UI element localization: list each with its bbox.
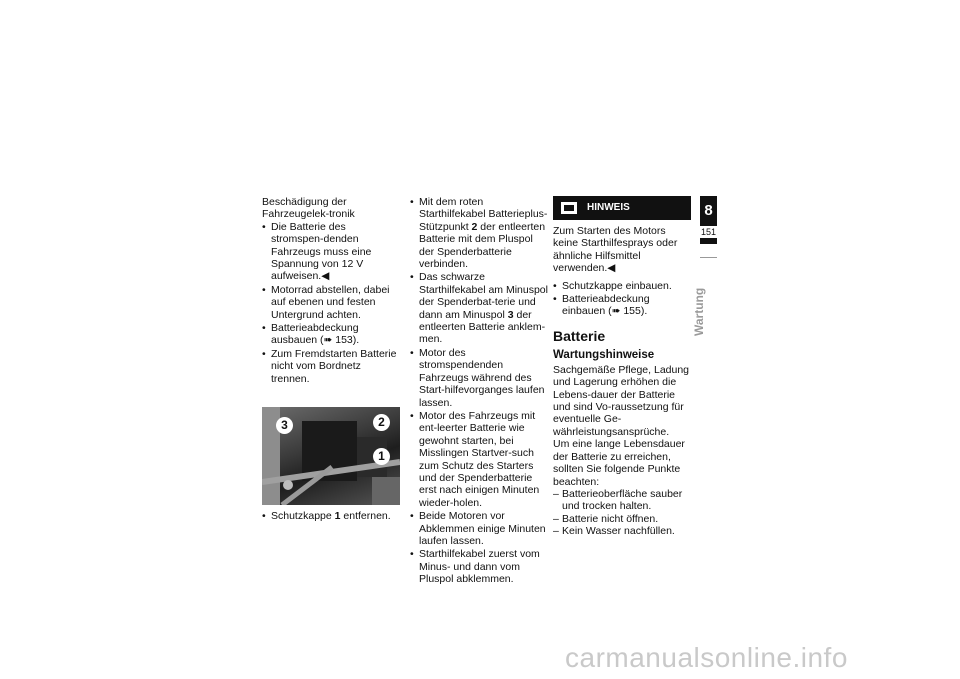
bullet-list-1 [262, 221, 400, 385]
list-item: • Batterieabdeckung einbauen (➠ 155). [553, 293, 691, 318]
list-item: • Die Batterie des stromspen-denden Fahrzeugs muss eine Spannung von 12 V aufweisen.◀ [262, 221, 400, 283]
list-item: • Beide Motoren vor Abklemmen einige Minuten laufen lassen. [410, 510, 548, 547]
notice-text: Zum Starten des Motors keine Starthilfesprays oder ähnliche Hilfsmittel verwenden.◀ [553, 225, 678, 275]
bullet-list-3 [410, 196, 548, 586]
page-number: 151 [700, 227, 717, 237]
list-item: • Mit dem roten Starthilfekabel Batterieplus-Stützpunkt 2 der entleerten Batterie mit dem Pluspol der Spenderbatterie verbinden. [410, 196, 548, 270]
bullet-list-2 [262, 510, 400, 522]
chapter-tab [700, 196, 717, 244]
dash-list [553, 488, 691, 538]
intro-text: Beschädigung der Fahrzeugelek-tronik [262, 196, 355, 221]
callout-2: 2 [373, 414, 390, 431]
notice-label: HINWEIS [587, 201, 630, 213]
bullet-list-4 [553, 280, 691, 318]
battery-photo [262, 407, 400, 505]
list-item: • Das schwarze Starthilfekabel am Minuspol der Spenderbat-terie und dann am Minuspol 3 der entleerten Batterie anklem-men. [410, 271, 548, 345]
list-item: – Batterieoberfläche sauber und trocken halten. [553, 488, 691, 513]
list-item: • Schutzkappe einbauen. [553, 280, 691, 292]
chapter-title: Wartung [692, 287, 706, 336]
list-item: • Schutzkappe 1 entfernen. [262, 510, 400, 522]
list-item: • Zum Fremdstarten Batterie nicht vom Bordnetz trennen. [262, 348, 400, 385]
list-item: – Batterie nicht öffnen. [553, 513, 691, 525]
list-item: – Kein Wasser nachfüllen. [553, 525, 691, 537]
callout-3: 3 [276, 417, 293, 434]
list-item: • Motor des stromspendenden Fahrzeugs während des Start-hilfevorganges laufen lassen. [410, 347, 548, 409]
callout-1: 1 [373, 448, 390, 465]
watermark: carmanualsonline.info [565, 642, 848, 673]
list-item: • Motor des Fahrzeugs mit ent-leerter Batterie wie gewohnt starten, bei Misslingen Startver-such zum Schutz des Starters und der Spenderbatterie erst nach einigen Minuten wieder-holen. [410, 410, 548, 509]
list-item: • Starthilfekabel zuerst vom Minus- und dann vom Pluspol abklemmen. [410, 548, 548, 585]
notice-banner [553, 196, 691, 220]
paragraph: Um eine lange Lebensdauer der Batterie zu erreichen, sollten Sie folgende Punkte beachten: [553, 438, 685, 488]
chapter-number: 8 [704, 202, 713, 219]
column-1 [262, 196, 400, 524]
column-3 [553, 196, 691, 538]
subheading: Wartungshinweise [553, 348, 655, 361]
paragraph: Sachgemäße Pflege, Ladung und Lagerung erhöhen die Lebens-dauer der Batterie und sind Vo-raussetzung für eventuelle Ge-währleistungsansprüche. [553, 363, 690, 438]
section-heading: Batterie [553, 327, 606, 344]
divider [700, 257, 717, 258]
notice-icon [561, 202, 577, 214]
list-item: • Batterieabdeckung ausbauen (➠ 153). [262, 322, 400, 347]
column-2 [410, 196, 548, 587]
list-item: • Motorrad abstellen, dabei auf ebenen und festen Untergrund achten. [262, 284, 400, 321]
